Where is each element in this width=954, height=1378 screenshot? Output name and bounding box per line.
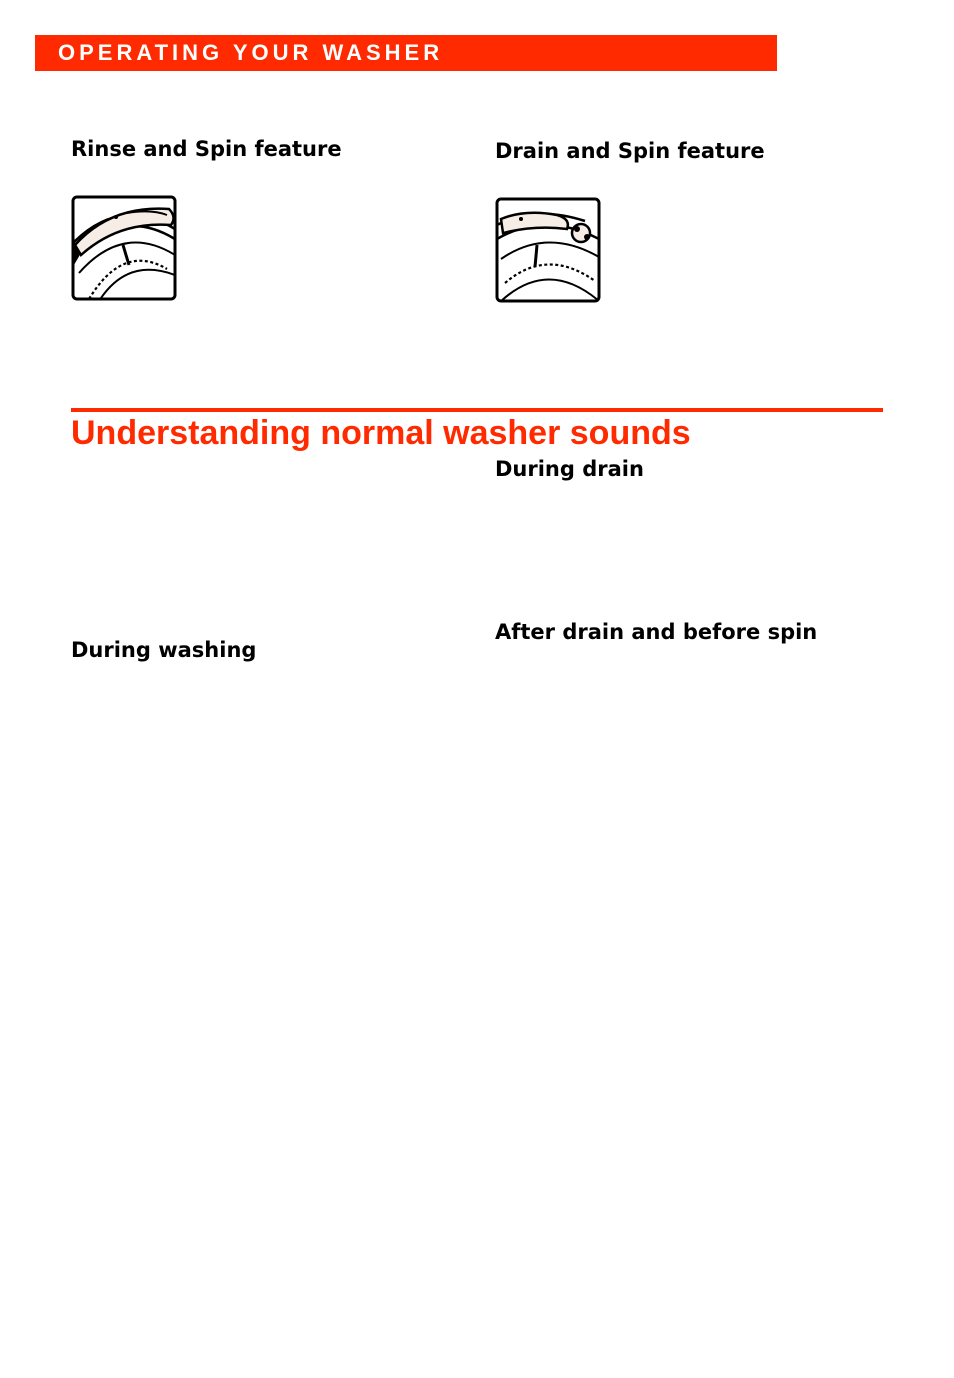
sounds-section-title: Understanding normal washer sounds xyxy=(71,414,691,452)
during-drain-heading: During drain xyxy=(495,457,644,481)
section-header-title: OPERATING YOUR WASHER xyxy=(58,40,444,65)
during-washing-heading: During washing xyxy=(71,638,257,662)
after-drain-heading: After drain and before spin xyxy=(495,620,818,644)
washer-dial-icon xyxy=(71,195,177,301)
section-header-bar xyxy=(35,35,777,71)
rinse-spin-heading: Rinse and Spin feature xyxy=(71,137,342,161)
washer-dial-drain-icon xyxy=(495,197,601,303)
drain-spin-heading: Drain and Spin feature xyxy=(495,139,765,163)
